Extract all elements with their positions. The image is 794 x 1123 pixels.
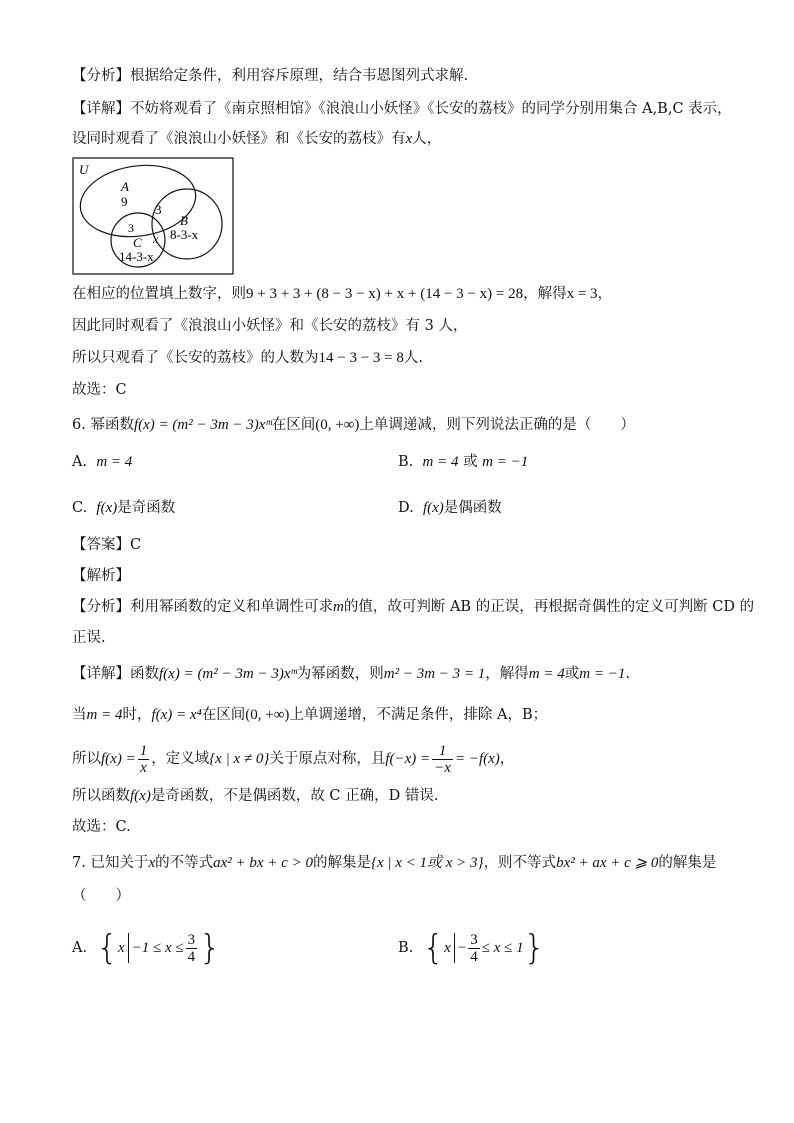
q7-option-a: A. {x −1 ≤ x ≤ $\frac{3}{4}$ } <box>72 928 221 968</box>
q6-analysis-cont: 正误. <box>72 630 106 646</box>
venn-count-ab: 3 <box>155 202 162 217</box>
q6-option-c: C. f(x)是奇函数 <box>72 500 176 516</box>
venn-label-c: C <box>133 235 142 250</box>
q7-options-ab <box>72 928 712 968</box>
q6-stem: 6. 幂函数f(x) = (m² − 3m − 3)xᵐ在区间(0, +∞)上单调递减，则下列说法正确的是（ ） <box>72 417 635 433</box>
venn-label-a: A <box>121 179 129 194</box>
q7-stem: 7. 已知关于x的不等式ax² + bx + c > 0的解集是{x | x < 1或 x > 3}，则不等式bx² + ax + c ⩾ 0的解集是 <box>72 855 717 871</box>
q6-option-a: A. m = 4 <box>72 454 133 470</box>
sol5-both-line: 因此同时观看了《浪浪山小妖怪》和《长安的荔枝》有 3 人， <box>72 318 468 334</box>
q6-options-cd <box>72 498 712 518</box>
q6-detail: 【详解】函数f(x) = (m² − 3m − 3)xᵐ为幂函数，则m² − 3m − 3 = 1，解得m = 4或m = −1. <box>72 666 630 682</box>
q6-analysis: 【分析】利用幂函数的定义和单调性可求m的值，故可判断 AB 的正误，再根据奇偶性的定义可判断 CD 的 <box>72 599 755 615</box>
sol5-fill-line: 在相应的位置填上数字，则9 + 3 + 3 + (8 − 3 − x) + x + (14 − 3 − x) = 28，解得x = 3， <box>72 286 613 302</box>
q6-conclusion: 所以函数f(x)是奇函数，不是偶函数，故 C 正确，D 错误. <box>72 788 439 804</box>
venn-label-u: U <box>79 162 89 177</box>
q6-answer: 【答案】C <box>72 537 142 553</box>
sol5-detail-line2: 设同时观看了《浪浪山小妖怪》和《长安的荔枝》有x人， <box>72 131 442 147</box>
q6-option-b: B. m = 4 或 m = −1 <box>398 454 529 470</box>
q6-option-d: D. f(x)是偶函数 <box>398 500 502 516</box>
venn-count-b: 8-3-x <box>170 227 199 242</box>
venn-count-ac: 3 <box>128 221 134 235</box>
venn-diagram <box>72 157 234 276</box>
sol5-only-line: 所以只观看了《长安的荔枝》的人数为14 − 3 − 3 = 8人. <box>72 350 423 366</box>
sol5-analysis: 【分析】根据给定条件，利用容斥原理，结合韦恩图列式求解. <box>72 68 469 84</box>
sol5-choice: 故选：C <box>72 382 127 398</box>
sol5-detail-line1: 【详解】不妨将观看了《南京照相馆》《浪浪山小妖怪》《长安的荔枝》的同学分别用集合 A,B,C 表示， <box>72 101 732 117</box>
q7-paren: （ ） <box>72 888 130 904</box>
q6-case: 当m = 4时，f(x) = x⁴在区间(0, +∞)上单调递增，不满足条件，排除 A，B； <box>72 707 548 723</box>
q7-option-b: B. {x − $\frac{3}{4}$ ≤ x ≤ 1} <box>398 928 546 968</box>
fraction-1-over-neg-x: $\frac{1}{-x}$ <box>434 742 451 776</box>
fraction-3-4-b: $\frac{3}{4}$ <box>470 931 478 965</box>
fraction-1-over-x: $\frac{1}{x}$ <box>139 742 148 776</box>
venn-label-b: B <box>180 213 188 228</box>
q6-choice: 故选：C. <box>72 819 131 835</box>
fraction-3-4-a: $\frac{3}{4}$ <box>187 931 196 965</box>
q6-options-ab <box>72 452 712 472</box>
venn-count-a: 9 <box>121 194 128 209</box>
q6-jiexi: 【解析】 <box>72 568 130 584</box>
venn-count-bc: x <box>153 232 159 246</box>
q6-so: 所以f(x) = $\frac{1}{x}$ ，定义域{x | x ≠ 0}关于原点对称，且f(−x) = $\frac{1}{-x}$ = −f(x)， <box>72 742 515 776</box>
venn-count-c: 14-3-x <box>119 249 154 264</box>
